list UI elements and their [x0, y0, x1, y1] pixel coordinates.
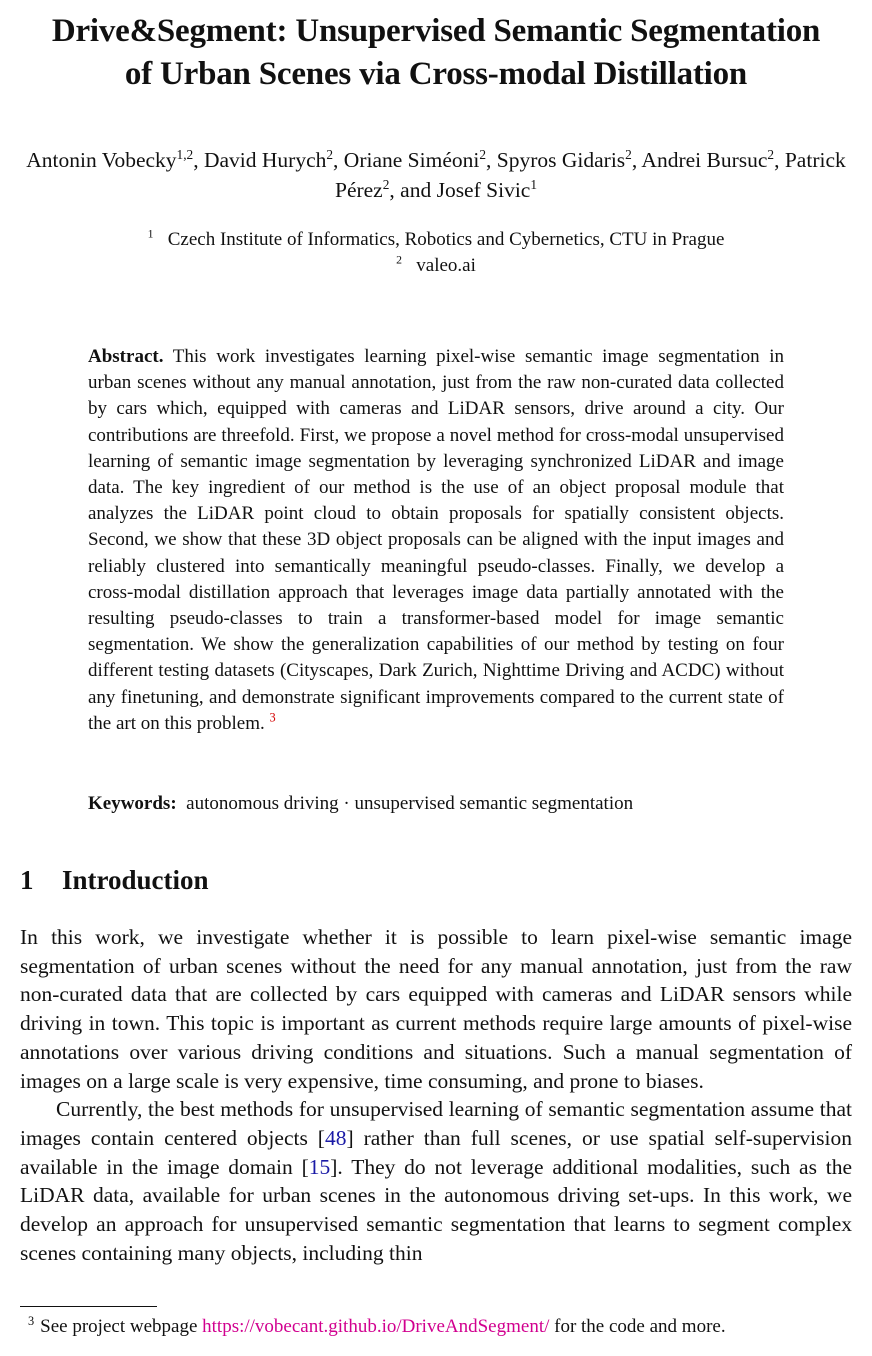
abstract-label: Abstract.: [88, 346, 164, 367]
footnote-reference[interactable]: 3: [269, 710, 276, 725]
affiliations: [0, 227, 872, 279]
author-2: David Hurych$^2$,: [203, 146, 344, 172]
abstract: [88, 344, 784, 737]
section-title: Introduction: [62, 865, 209, 895]
keywords-text: autonomous driving · unsupervised semantic segmentation: [186, 793, 634, 814]
section-number: 1: [20, 865, 34, 895]
footnote-mark: 3: [28, 1313, 35, 1328]
paragraph-1: In this work, we investigate whether it is possible to learn pixel-wise semantic image segmentation of urban scenes without the need for any manual annotation, just from the raw non-curated data that are collected by cars equipped with cameras and LiDAR sensors while driving in town. This topic is important as current methods require large amounts of pixel-wise annotations over various driving conditions and situations. Such a manual segmentation of images on a large scale is very expensive, time consuming, and prone to biases.: [20, 925, 852, 1093]
footnote: [20, 1314, 860, 1340]
footnote-suffix: for the code and more.: [554, 1316, 726, 1337]
footnote-divider: [20, 1306, 157, 1307]
author-6: Patrick Pérez$^2$, and: [334, 148, 846, 202]
paper-title: [0, 10, 872, 96]
author-list: [0, 145, 872, 205]
section-heading: [20, 862, 209, 898]
author-3: Oriane Siméoni$^2$,: [343, 146, 497, 172]
author-7: Josef Sivic$^1$: [436, 176, 538, 202]
citation-link-48[interactable]: 48: [324, 1125, 347, 1150]
author-1: Antonin Vobecky$^{1,2}$,: [26, 146, 204, 172]
project-webpage-link[interactable]: https://vobecant.github.io/DriveAndSegment/: [202, 1316, 550, 1337]
title-line-2: of Urban Scenes via Cross-modal Distillation: [124, 56, 748, 92]
keywords: [88, 791, 784, 817]
author-5: Andrei Bursuc$^2$,: [641, 146, 785, 172]
title-line-1: Drive&Segment: Unsupervised Semantic Segmentation: [51, 13, 821, 49]
footnote-prefix: See project webpage: [40, 1316, 198, 1337]
affiliation-1: $^1$ Czech Institute of Informatics, Robotics and Cybernetics, CTU in Prague: [147, 227, 725, 250]
abstract-text: This work investigates learning pixel-wise semantic image segmentation in urban scenes without any manual annotation, just from the raw non-curated data collected by cars which, equipped with cameras and LiDAR sensors, drive around a city. Our contributions are threefold. First, we propose a novel method for cross-modal unsupervised learning of semantic image segmentation by leveraging synchronized LiDAR and image data. The key ingredient of our method is the use of an object proposal module that analyzes the LiDAR point cloud to obtain proposals for spatially consistent objects. Second, we show that these 3D object proposals can be aligned with the input images and reliably clustered into semantically meaningful pseudo-classes. Finally, we develop a cross-modal distillation approach that leverages image data partially annotated with the resulting pseudo-classes to train a transformer-based model for image semantic segmentation. We show the generalization capabilities of our method by testing on four different testing datasets (Cityscapes, Dark Zurich, Nighttime Driving and ACDC) without any finetuning, and demonstrate significant improvements compared to the current state of the art on this problem.: [88, 346, 784, 734]
keywords-label: Keywords:: [88, 793, 177, 814]
citation-link-15[interactable]: 15: [308, 1154, 331, 1179]
paragraph-2: Currently, the best methods for unsupervised learning of semantic segmentation assume that images contain centered objects [48] rather than full scenes, or use spatial self-supervision available in the image domain [15]. They do not leverage additional modalities, such as the LiDAR data, available for urban scenes in the autonomous driving set-ups. In this work, we develop an approach for unsupervised semantic segmentation that learns to segment complex scenes containing many objects, including thin: [20, 1097, 853, 1265]
affiliation-2: $^2$ valeo.ai: [396, 253, 476, 276]
author-4: Spyros Gidaris$^2$,: [496, 146, 642, 172]
body-text: [20, 923, 852, 1267]
